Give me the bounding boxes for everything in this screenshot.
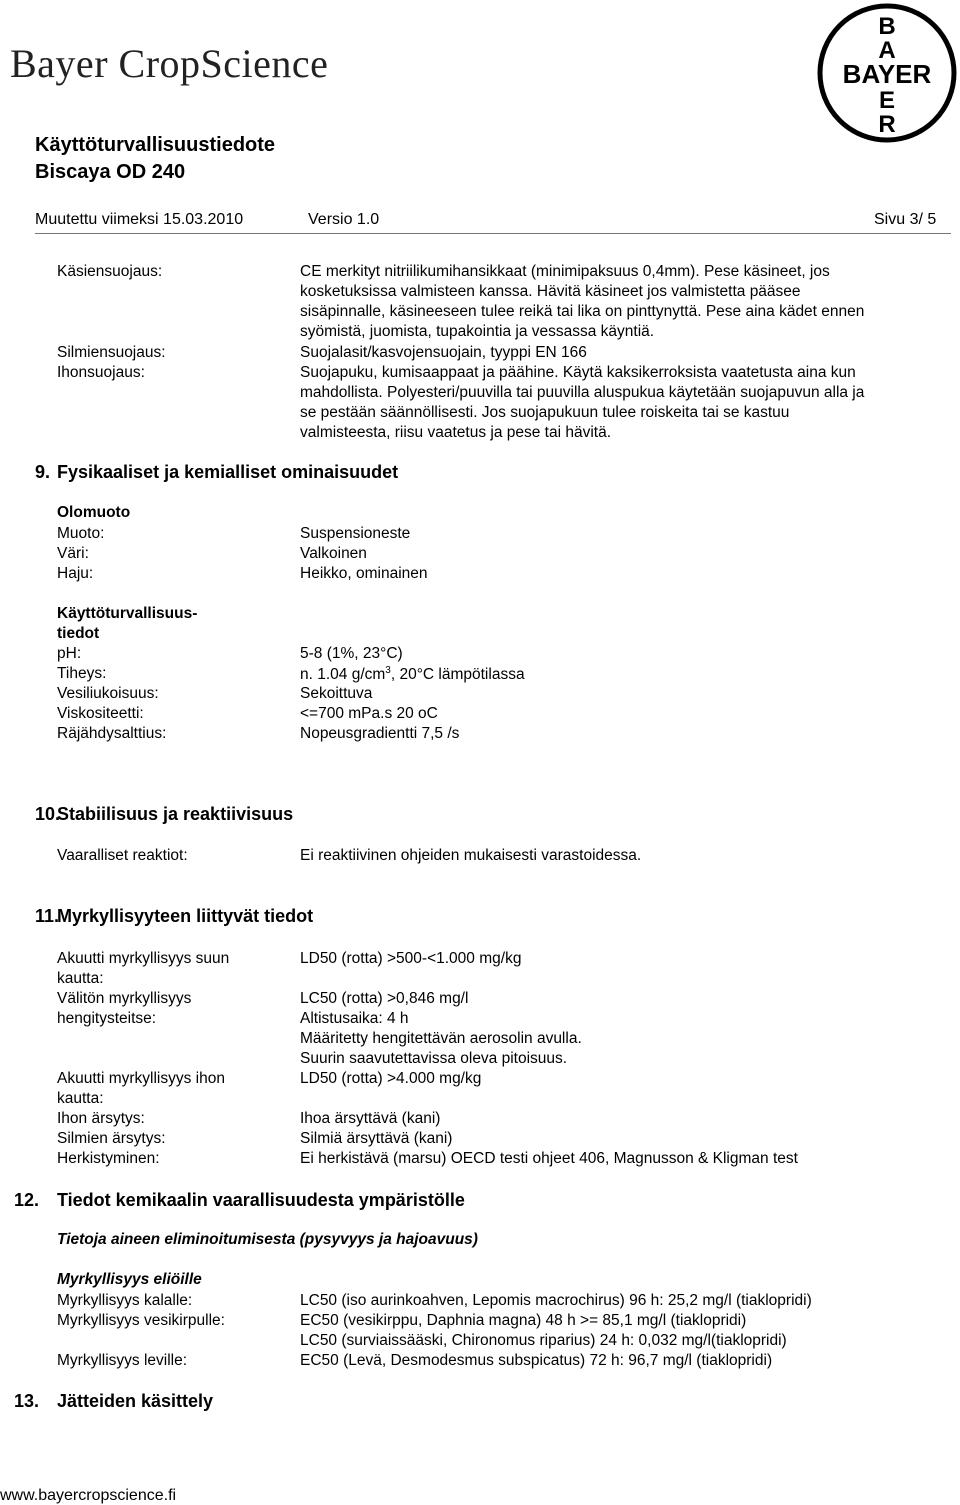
skin-protection-line: mahdollista. Polyesteri/puuvilla tai puuvilla aluspukua käytetään suojapuvun alla ja [300, 384, 865, 401]
fish-toxicity-label: Myrkyllisyys kalalle: [57, 1292, 193, 1309]
elimination-subheading: Tietoja aineen eliminoitumisesta (pysyvyys ja hajoavuus) [57, 1231, 478, 1248]
svg-text:BAYER: BAYER [842, 59, 932, 89]
invertebrate-toxicity-label: Myrkyllisyys vesikirpulle: [57, 1312, 225, 1329]
skin-protection-line: Suojapuku, kumisaappaat ja päähine. Käytä kaksikerroksista vaatetusta aina kun [300, 364, 856, 381]
hand-protection-line: syömistä, juomista, tupakointia ja vessassa käyntiä. [300, 323, 655, 340]
hand-protection-line: CE merkityt nitriilikumihansikkaat (minimipaksuus 0,4mm). Pese käsineet, jos [300, 263, 830, 280]
section-12-title: Tiedot kemikaalin vaarallisuudesta ympäristölle [57, 1190, 465, 1210]
dermal-toxicity-label: Akuutti myrkyllisyys ihon [57, 1070, 225, 1087]
hand-protection-label: Käsiensuojaus: [57, 263, 163, 280]
toxicity-label: Ihon ärsytys: [57, 1110, 145, 1127]
property-value: Sekoittuva [300, 685, 373, 702]
property-value: Heikko, ominainen [300, 565, 428, 582]
inhalation-toxicity-value: Altistusaika: 4 h [300, 1010, 409, 1027]
invertebrate-toxicity-value: LC50 (surviaissääski, Chironomus riparius) 24 h: 0,032 mg/l(tiaklopridi) [300, 1332, 787, 1349]
oral-toxicity-label-cont: kautta: [57, 970, 104, 987]
property-label: Räjähdysalttius: [57, 725, 167, 742]
svg-text:A: A [878, 37, 896, 64]
ecotoxicity-heading: Myrkyllisyys eliöille [57, 1271, 202, 1288]
section-11-title: Myrkyllisyyteen liittyvät tiedot [57, 906, 314, 926]
dermal-toxicity-value: LD50 (rotta) >4.000 mg/kg [300, 1070, 482, 1087]
density-label: Tiheys: [57, 665, 107, 682]
hazardous-reactions-label: Vaaralliset reaktiot: [57, 847, 188, 864]
version: Versio 1.0 [308, 211, 380, 228]
inhalation-toxicity-label: Välitön myrkyllisyys [57, 990, 192, 1007]
algae-toxicity-value: EC50 (Levä, Desmodesmus subspicatus) 72 h: 96,7 mg/l (tiaklopridi) [300, 1352, 773, 1369]
ph-label: pH: [57, 645, 82, 662]
page-number: Sivu 3/ 5 [874, 211, 937, 228]
dermal-toxicity-label-cont: kautta: [57, 1090, 104, 1107]
property-label: Haju: [57, 565, 94, 582]
skin-protection-line: valmisteesta, riisu vaatetus ja pese tai hävitä. [300, 424, 612, 441]
toxicity-value: Silmiä ärsyttävä (kani) [300, 1130, 453, 1147]
section-10-number: 10. [35, 804, 61, 824]
inhalation-toxicity-value: LC50 (rotta) >0,846 mg/l [300, 990, 469, 1007]
document-title: Käyttöturvallisuustiedote [35, 134, 276, 156]
property-label: Väri: [57, 545, 89, 562]
property-value: Nopeusgradientti 7,5 /s [300, 725, 460, 742]
skin-protection-label: Ihonsuojaus: [57, 364, 145, 381]
property-label: Vesiliukoisuus: [57, 685, 159, 702]
property-value: Suspensioneste [300, 525, 411, 542]
safety-data-heading: Käyttöturvallisuus- [57, 605, 198, 622]
section-9-number: 9. [35, 462, 51, 482]
property-value: <=700 mPa.s 20 oC [300, 705, 438, 722]
fish-toxicity-value: LC50 (iso aurinkoahven, Lepomis macrochirus) 96 h: 25,2 mg/l (tiaklopridi) [300, 1292, 812, 1309]
appearance-heading: Olomuoto [57, 504, 131, 521]
toxicity-label: Silmien ärsytys: [57, 1130, 166, 1147]
section-10-title: Stabiilisuus ja reaktiivisuus [57, 804, 294, 824]
section-13-title: Jätteiden käsittely [57, 1391, 214, 1411]
toxicity-label: Herkistyminen: [57, 1150, 160, 1167]
oral-toxicity-value: LD50 (rotta) >500-<1.000 mg/kg [300, 950, 522, 967]
inhalation-toxicity-value: Suurin saavutettavissa oleva pitoisuus. [300, 1050, 568, 1067]
section-11-number: 11. [35, 906, 60, 926]
toxicity-value: Ei herkistävä (marsu) OECD testi ohjeet 406, Magnusson & Kligman test [300, 1150, 798, 1167]
inhalation-toxicity-label-cont: hengitysteitse: [57, 1010, 157, 1027]
modified-date: Muutettu viimeksi 15.03.2010 [35, 211, 244, 228]
density-value: n. 1.04 $g/cm^3$, 20°C lämpötilassa [300, 665, 525, 684]
algae-toxicity-label: Myrkyllisyys leville: [57, 1352, 188, 1369]
safety-data-heading-cont: tiedot [57, 625, 100, 642]
hazardous-reactions-value: Ei reaktiivinen ohjeiden mukaisesti varastoidessa. [300, 847, 642, 864]
section-9-title: Fysikaaliset ja kemialliset ominaisuudet [57, 462, 399, 482]
svg-text:E: E [878, 87, 896, 114]
property-value: Valkoinen [300, 545, 367, 562]
eye-protection-value: Suojalasit/kasvojensuojain, tyyppi EN 166 [300, 344, 587, 361]
bayer-cross-logo [816, 2, 958, 144]
property-label: Viskositeetti: [57, 705, 144, 722]
hand-protection-line: sisäpinnalle, käsineeseen tulee reikä tai lika on pinttynyttä. Pese aina kädet ennen [300, 303, 865, 320]
skin-protection-line: se pestään säännöllisesti. Jos suojapukuun tulee roiskeita tai se kastuu [300, 404, 790, 421]
eye-protection-label: Silmiensuojaus: [57, 344, 166, 361]
toxicity-value: Ihoa ärsyttävä (kani) [300, 1110, 441, 1127]
footer-url[interactable]: www.bayercropscience.fi [0, 1487, 177, 1504]
section-13-number: 13. [14, 1391, 40, 1411]
svg-text:B: B [878, 13, 896, 40]
ph-value: 5-8 (1%, 23°C) [300, 645, 403, 662]
product-name: Biscaya OD 240 [35, 161, 186, 183]
svg-text:R: R [878, 111, 896, 138]
oral-toxicity-label: Akuutti myrkyllisyys suun [57, 950, 230, 967]
invertebrate-toxicity-value: EC50 (vesikirppu, Daphnia magna) 48 h >= 85,1 mg/l (tiaklopridi) [300, 1312, 747, 1329]
property-label: Muoto: [57, 525, 105, 542]
inhalation-toxicity-value: Määritetty hengitettävän aerosolin avulla. [300, 1030, 582, 1047]
hand-protection-line: kosketuksissa valmisteen kanssa. Hävitä käsineet jos valmistetta pääsee [300, 283, 801, 300]
brand-wordmark: Bayer CropScience [10, 41, 329, 86]
section-12-number: 12. [14, 1190, 40, 1210]
header-divider [35, 233, 951, 234]
